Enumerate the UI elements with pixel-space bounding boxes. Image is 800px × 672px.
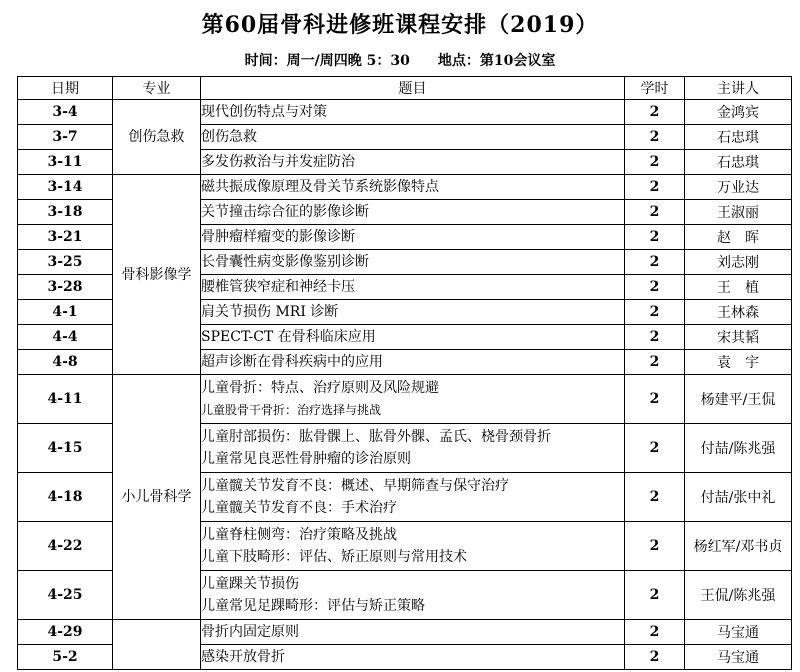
topic-line: 感染开放骨折 [201, 649, 285, 665]
hours-cell: 2 [625, 225, 685, 250]
page-title: 第60届骨科进修班课程安排（2019） [201, 12, 599, 38]
specialty-cell: 创伤急救 [113, 100, 201, 175]
topic-cell [201, 375, 625, 424]
date-cell: 4-18 [18, 473, 113, 522]
topic-line: 创伤急救 [201, 129, 257, 145]
hours-cell: 2 [625, 125, 685, 150]
lecturer-cell: 马宝通 [685, 645, 792, 670]
topic-cell [201, 250, 625, 275]
topic-cell [201, 325, 625, 350]
topic-cell [201, 200, 625, 225]
table-row [18, 100, 792, 125]
topic-cell [201, 350, 625, 375]
hours-cell: 2 [625, 522, 685, 571]
topic-line: 儿童股骨干骨折：治疗选择与挑战 [201, 403, 382, 417]
specialty-cell: 骨科影像学 [113, 175, 201, 375]
date-cell: 3-14 [18, 175, 113, 200]
topic-line: 儿童髋关节发育不良：概述、早期筛查与保守治疗 [201, 478, 509, 494]
topic-line: 儿童下肢畸形：评估、矫正原则与常用技术 [201, 549, 467, 565]
date-cell: 4-4 [18, 325, 113, 350]
topic-line: SPECT-CT 在骨科临床应用 [201, 329, 376, 345]
lecturer-cell: 赵 晖 [685, 225, 792, 250]
hours-cell: 2 [625, 645, 685, 670]
topic-cell [201, 275, 625, 300]
topic-line: 儿童常见良恶性骨肿瘤的诊治原则 [201, 451, 411, 467]
schedule-subtitle: 时间：周一/周四晚 5：30 地点：第10会议室 [244, 53, 556, 69]
lecturer-cell: 金鸿宾 [685, 100, 792, 125]
hours-cell: 2 [625, 150, 685, 175]
lecturer-cell: 万业达 [685, 175, 792, 200]
schedule-body [18, 100, 792, 670]
lecturer-cell: 刘志刚 [685, 250, 792, 275]
date-cell: 3-25 [18, 250, 113, 275]
lecturer-cell: 杨红军/邓书贞 [685, 522, 792, 571]
topic-line: 儿童骨折：特点、治疗原则及风险规避 [201, 380, 439, 396]
topic-line: 骨折内固定原则 [201, 624, 299, 640]
topic-line: 儿童髋关节发育不良：手术治疗 [201, 500, 397, 516]
lecturer-cell: 付喆/张中礼 [685, 473, 792, 522]
date-cell: 4-29 [18, 620, 113, 645]
topic-line: 儿童常见足踝畸形：评估与矫正策略 [201, 598, 425, 614]
hours-cell: 2 [625, 275, 685, 300]
header-lecturer: 主讲人 [685, 77, 792, 100]
topic-cell [201, 522, 625, 571]
date-cell: 4-25 [18, 571, 113, 620]
topic-cell [201, 645, 625, 670]
lecturer-cell: 王淑丽 [685, 200, 792, 225]
topic-cell [201, 150, 625, 175]
hours-cell: 2 [625, 325, 685, 350]
lecturer-cell: 付喆/陈兆强 [685, 424, 792, 473]
lecturer-cell: 石忠琪 [685, 125, 792, 150]
hours-cell: 2 [625, 250, 685, 275]
topic-cell [201, 424, 625, 473]
date-cell: 5-2 [18, 645, 113, 670]
table-row [18, 175, 792, 200]
date-cell: 3-4 [18, 100, 113, 125]
lecturer-cell: 石忠琪 [685, 150, 792, 175]
date-cell: 3-28 [18, 275, 113, 300]
topic-line: 现代创伤特点与对策 [201, 104, 327, 120]
specialty-cell [113, 620, 201, 670]
specialty-cell: 小儿骨科学 [113, 375, 201, 620]
topic-line: 儿童肘部损伤：肱骨髁上、肱骨外髁、孟氏、桡骨颈骨折 [201, 429, 551, 445]
topic-line: 关节撞击综合征的影像诊断 [201, 204, 369, 220]
topic-line: 儿童踝关节损伤 [201, 576, 299, 592]
date-cell: 4-15 [18, 424, 113, 473]
lecturer-cell: 宋其韬 [685, 325, 792, 350]
hours-cell: 2 [625, 571, 685, 620]
topic-line: 多发伤救治与并发症防治 [201, 154, 355, 170]
date-cell: 4-22 [18, 522, 113, 571]
header-row [18, 77, 792, 100]
date-cell: 3-21 [18, 225, 113, 250]
hours-cell: 2 [625, 424, 685, 473]
lecturer-cell: 王侃/陈兆强 [685, 571, 792, 620]
hours-cell: 2 [625, 175, 685, 200]
date-cell: 4-8 [18, 350, 113, 375]
header-date: 日期 [18, 77, 113, 100]
topic-line: 长骨囊性病变影像鉴别诊断 [201, 254, 369, 270]
topic-line: 儿童脊柱侧弯：治疗策略及挑战 [201, 527, 397, 543]
topic-cell [201, 473, 625, 522]
lecturer-cell: 王林森 [685, 300, 792, 325]
date-cell: 4-1 [18, 300, 113, 325]
date-cell: 3-7 [18, 125, 113, 150]
topic-cell [201, 571, 625, 620]
topic-cell [201, 175, 625, 200]
lecturer-cell: 杨建平/王侃 [685, 375, 792, 424]
table-row [18, 620, 792, 645]
lecturer-cell: 王 植 [685, 275, 792, 300]
topic-line: 骨肿瘤样瘤变的影像诊断 [201, 229, 355, 245]
hours-cell: 2 [625, 200, 685, 225]
topic-line: 腰椎管狭窄症和神经卡压 [201, 279, 355, 295]
hours-cell: 2 [625, 100, 685, 125]
hours-cell: 2 [625, 300, 685, 325]
topic-cell [201, 620, 625, 645]
hours-cell: 2 [625, 375, 685, 424]
hours-cell: 2 [625, 620, 685, 645]
topic-cell [201, 125, 625, 150]
date-cell: 3-18 [18, 200, 113, 225]
topic-line: 肩关节损伤 MRI 诊断 [201, 304, 339, 320]
topic-line: 超声诊断在骨科疾病中的应用 [201, 354, 383, 370]
lecturer-cell: 袁 宇 [685, 350, 792, 375]
date-cell: 3-11 [18, 150, 113, 175]
hours-cell: 2 [625, 350, 685, 375]
date-cell: 4-11 [18, 375, 113, 424]
topic-line: 磁共振成像原理及骨关节系统影像特点 [201, 179, 439, 195]
header-specialty: 专业 [113, 77, 201, 100]
topic-cell [201, 225, 625, 250]
header-hours: 学时 [625, 77, 685, 100]
lecturer-cell: 马宝通 [685, 620, 792, 645]
table-row [18, 375, 792, 424]
topic-cell [201, 100, 625, 125]
topic-cell [201, 300, 625, 325]
header-topic: 题目 [201, 77, 625, 100]
schedule-table [17, 76, 792, 670]
hours-cell: 2 [625, 473, 685, 522]
